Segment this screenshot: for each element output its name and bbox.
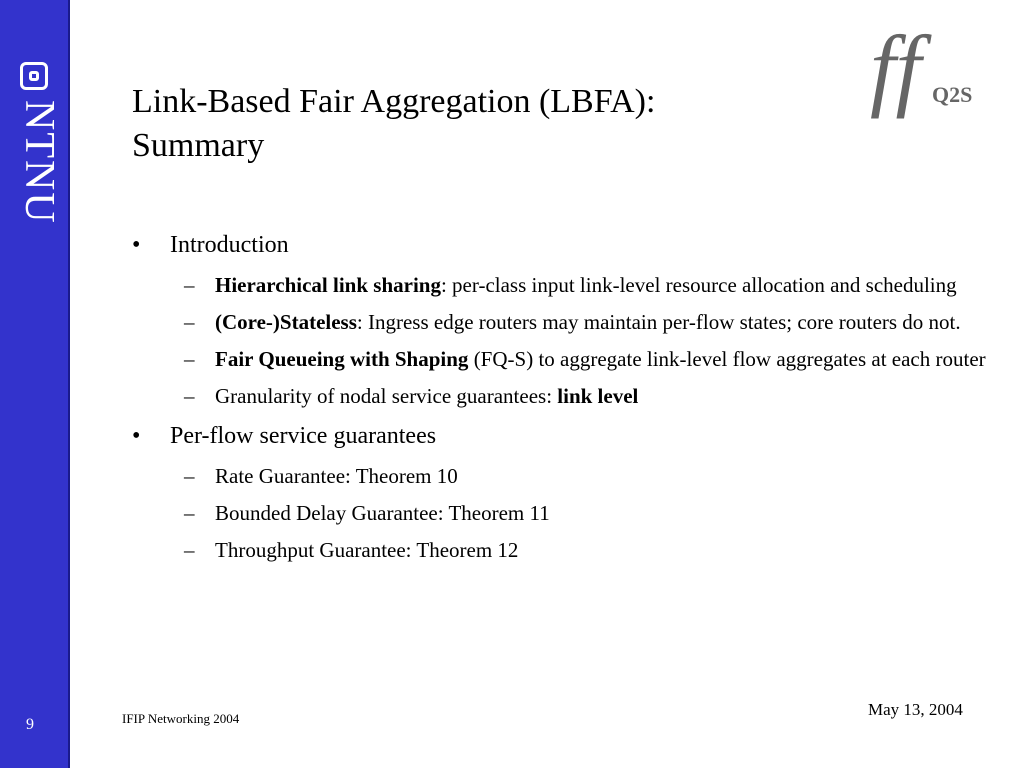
slide-number: 9 [26, 716, 34, 733]
sub-bullet-text: : per-class input link-level resource allocation and scheduling [440, 273, 957, 297]
bullet-marker: • [132, 232, 141, 258]
sub-bullet-text: Throughput Guarantee: Theorem 12 [215, 538, 519, 562]
sub-bullet-bold: link level [557, 384, 639, 408]
q2s-logo [866, 17, 992, 136]
dash-marker: – [184, 538, 195, 562]
sub-bullet-text: Bounded Delay Guarantee: Theorem 11 [215, 501, 550, 525]
sidebar-divider [68, 0, 70, 768]
sidebar [0, 0, 68, 768]
slide-content [132, 230, 992, 572]
sub-bullet-bold: (Core-)Stateless [215, 310, 357, 334]
sub-bullet-hierarchical-link-sharing [132, 270, 992, 300]
footer-date: May 13, 2004 [868, 700, 963, 719]
dash-marker: – [184, 384, 195, 408]
q2s-label: Q2S [932, 82, 973, 107]
sub-bullet-text: (FQ-S) to aggregate link-level flow aggregates at each router [468, 347, 986, 371]
bullet-marker: • [132, 423, 141, 449]
sub-bullet-core-stateless [132, 307, 992, 337]
bullet-per-flow-guarantees [132, 421, 992, 451]
sub-bullet-text: Granularity of nodal service guarantees: [215, 384, 558, 408]
dash-marker: – [184, 347, 195, 371]
ntnu-logo-text: NTNU [16, 100, 62, 225]
sub-bullet-throughput [132, 535, 992, 565]
footer-conference: IFIP Networking 2004 [122, 711, 240, 726]
dash-marker: – [184, 464, 195, 488]
sub-bullet-bold: Hierarchical link sharing [215, 273, 441, 297]
sub-bullet-bold: Fair Queueing with Shaping [215, 347, 469, 371]
bullet-text: Introduction [170, 232, 289, 258]
slide-title [132, 80, 812, 168]
dash-marker: – [184, 310, 195, 334]
sub-bullet-fair-queueing [132, 344, 992, 374]
dash-marker: – [184, 501, 195, 525]
sub-bullet-text: Rate Guarantee: Theorem 10 [215, 464, 458, 488]
slide-title-line-2: Summary [132, 127, 265, 164]
slide-title-line-1: Link-Based Fair Aggregation (LBFA): [132, 83, 656, 120]
sub-bullet-granularity [132, 381, 992, 411]
bullet-text: Per-flow service guarantees [170, 423, 437, 449]
ntnu-logo-icon [20, 62, 48, 90]
bullet-introduction [132, 230, 992, 260]
sub-bullet-bounded-delay [132, 498, 992, 528]
dash-marker: – [184, 273, 195, 297]
q2s-ff-glyph: ff [870, 17, 922, 119]
sub-bullet-rate-guarantee [132, 461, 992, 491]
sub-bullet-text: : Ingress edge routers may maintain per-flow states; core routers do not. [356, 310, 961, 334]
